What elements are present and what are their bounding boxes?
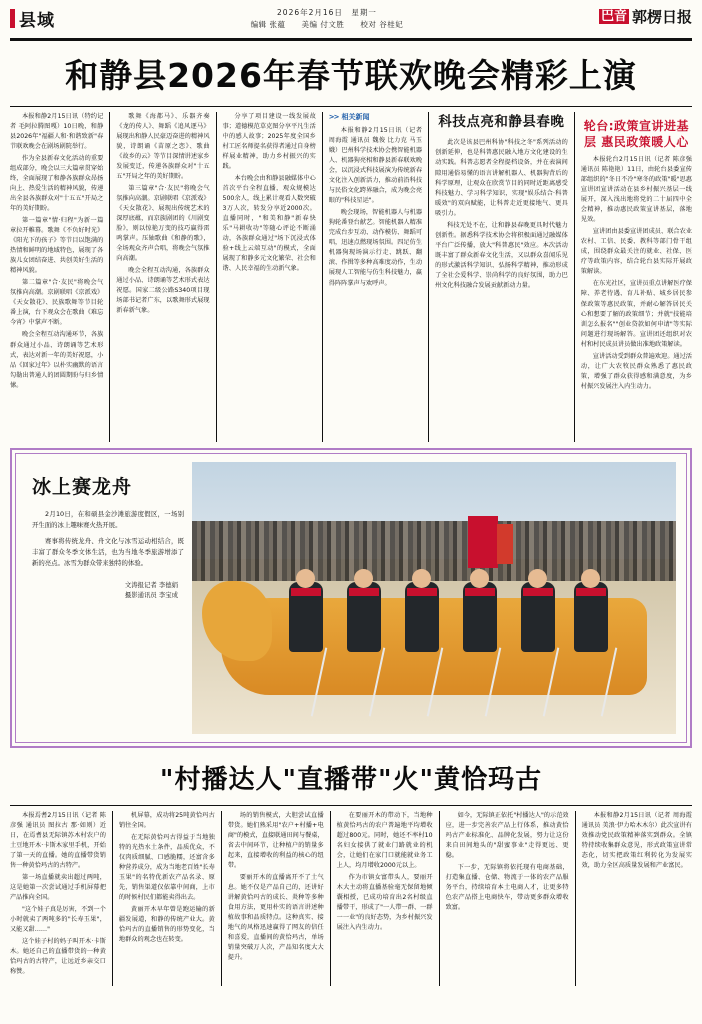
photo-feature-inner bbox=[15, 453, 687, 743]
paragraph: 场的销售模式，大胆尝试直播带货。她们熟采用"农户+村播+电商"的模式，直接联通田间与餐桌，省去中间环节，让种植户的销量多起来，直接增收的利益的核心的纽带。 bbox=[227, 811, 324, 869]
photo-rider-head bbox=[581, 569, 600, 588]
photo-rider-scarf bbox=[349, 588, 379, 596]
paragraph: "这个娃子真是厉害，不到一个小时就卖了两吨多的"长寿玉果"，又能又甜……" bbox=[10, 905, 106, 934]
photo-rider bbox=[574, 582, 608, 652]
bottom-column-5 bbox=[440, 811, 576, 986]
newspaper-logo bbox=[599, 6, 692, 27]
section-marker bbox=[10, 6, 55, 31]
photo-red-banner-2 bbox=[497, 524, 513, 564]
paragraph: 宣讲活动受到群众普遍欢迎。通过活动，让广大农牧民群众熟悉了惠民政策，增强了群众获得感和满意度，为乡村振兴发展注入内生动力。 bbox=[580, 352, 692, 390]
photo-rider-scarf bbox=[291, 588, 321, 596]
photo-credit-line-2: 摄影通讯员 李宝成 bbox=[124, 591, 178, 600]
paragraph: 作为市镇女富带头人，要丽开木大主动将直播基验毫无保留地倾囊相授，已成功培育出2名村级直播带干，形成了"一人带一群、一群一一业"的良好态势，为乡村振兴发展注入内生动力。 bbox=[336, 873, 433, 932]
feature-photograph bbox=[192, 462, 676, 734]
paragraph: 本报焉耆2月15日讯（记者 陈彦强 通讯员 图拉古 那·如则）近日，在焉耆县无际镇苏木村农户的土豆地开木·卡斯木家里手机，开始了第一天的直播。她的直播带货销售一种黄恰玛古的古特产。 bbox=[10, 811, 106, 869]
related-news-column bbox=[323, 112, 429, 442]
paragraph: 宣讲团由县委宣讲团成员、联合农业农村、工信、民委、教科等部门骨干组成，围绕群众最关注的就业、社保、医疗等政策内容，结合轮台县实际开展政策解读。 bbox=[580, 228, 692, 276]
photo-credit bbox=[32, 580, 184, 602]
paragraph: 如今，无际镇正依托"村播达人"的示范效应，进一步完善农产品上行体系，推动黄恰玛古产业标准化、品牌化发展，努力让这份来自田间地头的"甜蜜事业"走得更远、更稳。 bbox=[445, 811, 569, 859]
article-column-1 bbox=[10, 112, 110, 442]
paragraph: 赛事将传统龙舟、舟文化与冰雪运动相结合，既丰富了群众冬季文体生活，也为当地冬季旅游增添了新的亮点。冰雪为群众带来独特的体验。 bbox=[32, 536, 184, 568]
issue-info bbox=[251, 6, 404, 30]
paragraph: 第三篇章"合·友民"将晚会气氛推向高潮。京剧联唱《京派戏》《天女散花》、展现出传统艺术的深厚底蕴，而京族剧团的《川剧变脸》，则以惊艳万变的技巧赢得雷鸣掌声。压轴歌曲《和静的歌》，全场观众齐声合唱，将晚会气氛推向高潮。 bbox=[116, 184, 210, 263]
paragraph: 晚会全程互动沟通，各族群众通过小品、诗朗诵等艺术形式表达祝愿。国家二级公路S340项目现场部书记者广东，以歌舞形式展现新春新气象。 bbox=[116, 267, 210, 315]
photo-rider-head bbox=[470, 569, 489, 588]
paragraph: 2月10日，在和硕县金沙滩旅游度假区，一场别开生面的冰上趣味赛火热开展。 bbox=[32, 509, 184, 529]
section-bar-icon bbox=[10, 9, 15, 28]
article-column-2 bbox=[110, 112, 216, 442]
paragraph: 下一步，无际镇将依托现有电商基础，打造集直播、仓储、物流于一体的农产品服务平台，持续培育本土电商人才，让更多特色农产品搭上电商快车，带动更多群众增收致富。 bbox=[445, 863, 569, 911]
paragraph: 本报和静2月15日讯（记者 周海霞 通讯员 美浪·伊力哈木木尔）此次宣讲有效推动党民政策精神落实到群众。全镇特持续收集群众意见，形式政策宣讲常态化，切实把政策红利转化为发展实效，助力全区高质量发展和产业富民。 bbox=[581, 811, 692, 869]
paragraph: 作为全县新春文化活动的重要组成部分，晚会以三大篇章贯穿始终，全面展现了和静各族群众昂扬向上、热爱生活的精神风貌，传递出全县各族群众对"十五五"开局之年的美好期盼。 bbox=[10, 154, 104, 212]
photo-feature-title: 冰上赛龙舟 bbox=[32, 475, 133, 498]
photo-rider bbox=[289, 582, 323, 652]
section-label: 县域 bbox=[19, 11, 55, 31]
paragraph: 本台晚会由和静县融媒体中心首次平台全程直播，观众规模达500余人，线上累计观看人数突破3万人次，转发分享近2000次。直播同时，"和美和静"新春快乐"马耕收功"等随心评论不断涌动，各族群众通过"场下沉浸式体验+线上云端互动"的模式，全面展现了和静多元文化繁荣、社会和谐、人民幸福的生动新气象。 bbox=[222, 174, 316, 273]
paragraph: 第一篇章"情·归程"为新一篇章拉开帷幕。歌舞《不负好时光》《阳光下的孩子》等节目以饱满的热情和鲜明的地域特色，展现了各族儿女团结奋进、共创美好生活的精神风貌。 bbox=[10, 216, 104, 275]
paragraph: 本报和静2月15日讯（特约记者 毛阿拉腾图嘎）10日晚，和静县2026年"福疆人和·和谐致新"春节联欢晚会在剧场剧院举行。 bbox=[10, 112, 104, 150]
photo-rider bbox=[463, 582, 497, 652]
sidebar-article-tech bbox=[429, 112, 575, 442]
logo-square: 巴音 bbox=[600, 8, 627, 24]
photo-rider bbox=[405, 582, 439, 652]
photo-rider bbox=[521, 582, 555, 652]
photo-red-banner bbox=[468, 516, 498, 568]
photo-feature-block bbox=[10, 448, 692, 748]
photo-feature-text bbox=[22, 460, 192, 736]
issue-date: 2026年2月16日 星期一 bbox=[277, 8, 377, 17]
sidebar-title-tech: 科技点亮和静县春晚 bbox=[438, 113, 565, 130]
paragraph: 晚会现场，智能机器人与机器狗轮番登台献艺。智能机器人精准完成台步互动、动作模仿、舞蹈可唱，迅速点燃现场氛围。四足仿生机器狗现场演示行走、跳跃、翻滚、作揖等多种高难度动作，生动展现人工智能与仿生科技魅力，赢得阵阵掌声与欢呼声。 bbox=[328, 209, 423, 287]
article-column-3 bbox=[217, 112, 323, 442]
bottom-column-2 bbox=[113, 811, 222, 986]
paragraph: 黄丽开木早年曾是跑运输的新疆发展道，和静的传统产业大。黄恰玛古的直播销售的形势变化，当地群众的观念也在转变。 bbox=[118, 905, 215, 944]
photo-crowd bbox=[192, 521, 676, 581]
paragraph: 本报和静2月15日讯（记者 周海霞 通讯员 魏俊 比力克 马玉娥）巴州科学技术协会携智能机器人、机器狗亮相和静县新春联欢晚会，以沉浸式科技展演为传统新春文化注入创新活力，推动前沿科技与民俗文化跨界融合，成为晚会亮眼的"科技星运"。 bbox=[328, 126, 423, 205]
paragraph: 在要丽开木的带动下，当地种植黄恰玛古的农户普遍地平均增收超过800元。同时，她还不率村10名妇女接供了就业门路就业的机会，让她们在家门口就能就业务工上人，均月增收2000元以上。 bbox=[336, 811, 433, 869]
secondary-headline-rule bbox=[10, 805, 692, 806]
issue-staff: 编辑 张蕴 美编 付文胜 校对 谷桂妃 bbox=[250, 19, 404, 29]
masthead bbox=[10, 6, 692, 36]
paragraph: 第一场直播就卖出超过两吨，这是她第一次尝试通过手机屏幕把产品推向全国。 bbox=[10, 873, 106, 901]
secondary-headline: "村播达人"直播带"火"黄恰玛古 bbox=[159, 764, 543, 795]
headline-rule bbox=[10, 106, 692, 107]
paragraph: 在无际黄恰玛古得益于当地独特的光热水土条件，品质优众，不仅肉质细腻、口感脆糯，还富含多种营养成分，成为当地老百姓"长寿玉果"的名特优新农产品名录、原先，销售渠道仅依靠中间商，上市的时候村民们都能卖得出去。 bbox=[118, 833, 215, 901]
photo-rider-scarf bbox=[523, 588, 553, 596]
photo-rider-scarf bbox=[407, 588, 437, 596]
double-chevron-right-icon: >> bbox=[328, 112, 339, 121]
bottom-column-1 bbox=[10, 811, 113, 986]
paragraph: 此次是该县巴州科协"科技之冬"系列活动的创新延伸，也是科普惠民融入地方文化建设的生动实践。科普志愿者全程提档设备，并在表演间隙用通俗易懂的语言讲解机器人、机器狗背后的科学原理，让观众在欣赏节目的同时近距离感受科技魅力、学习科学知识，实现"娱乐结合·科普暖效"的双向赋能，让科普走近更接地气、更具吸引力。 bbox=[435, 139, 568, 217]
bottom-column-3 bbox=[222, 811, 331, 986]
photo-rider-scarf bbox=[465, 588, 495, 596]
bottom-article-area bbox=[10, 811, 692, 986]
photo-rider-scarf bbox=[576, 588, 606, 596]
paragraph: 科技无处不在，让和静县春晚更具时代魅力创新性。据悉科学技术协会将积极面通过融媒体平台广泛传播，放大"科普惠民"效应。本次活动既丰富了群众新春文化生活，又以群众喜闻乐见的形式激活科学知识、弘扬科学精神，推动形成了全社会爱科学、崇尚科学的良好氛围，助力巴州文化科技融合发展贡献新动力量。 bbox=[435, 221, 568, 290]
bottom-column-4 bbox=[331, 811, 440, 986]
sidebar-article-policy bbox=[575, 112, 692, 442]
paragraph: 要丽开木的直播离开不了土气息。她不仅是产品自己的，还讲好讲解黄恰玛古的成长、炎种等多种食用方法，更用朴实的语言讲述种植故事和品质特点。这种真实、接地气的风格迅速赢得了网友的信任和喜爱，直播间的黄恰玛古，单场销量突破万人次，产品知名度大大提升。 bbox=[227, 873, 324, 962]
photo-rider-head bbox=[528, 569, 547, 588]
related-news-tag bbox=[329, 112, 422, 123]
page-headline: 和静县2026年春节联欢晚会精彩上演 bbox=[65, 55, 637, 95]
photo-rider-head bbox=[412, 569, 431, 588]
paragraph: 这个娃子村的妈子叫开木·卡斯木。她还自己的直播带货的一种黄恰玛古的古特产，让远近乡亲交口称赞。 bbox=[10, 938, 106, 976]
photo-rider-head bbox=[354, 569, 373, 588]
paragraph: 歌舞《海都马》、乐器齐奏《龙的传人》、舞蹈《追风逐马》展现出和静人民豪迈奋进的精神风貌，诗朗诵《苗原之恋》、歌曲《故乡的云》等节目深情讲述家乡发展变迁，传递各族群众对"十五五"开局之年的美好期盼。 bbox=[116, 112, 210, 180]
sidebar-title-policy: 轮台:政策宣讲进基层 惠民政策暖人心 bbox=[583, 118, 690, 149]
paragraph: 晚会全程互动沟通环节，各族群众通过小品、诗朗诵等艺术形式，表达对新一年的美好祝愿，小品《回家过年》以朴实幽默的语言勾勒出普通人的团圆期盼与归乡情愫。 bbox=[10, 331, 104, 389]
related-news-label: 相关新闻 bbox=[341, 112, 370, 121]
paragraph: 第二篇章"合·友民"将晚会气氛推向高潮。京剧联唱《京派戏》《天女散花》、民族歌舞等节目轮番上演，台下观众会在歌曲《难忘今宵》中掌声不断。 bbox=[10, 279, 104, 327]
paragraph: 分享了项目建设一线发展故事；道德模范草克图分享平凡生活中的感人故事；2025年度全国乡村工匠名师提名获得者通过自身榜样展业精神，助力乡村振兴的实践。 bbox=[222, 112, 316, 170]
paragraph: 本报轮台2月15日讯（记者 陈彦强 通讯员 陈艳艳）11日，由轮台县委宣传部组织的"冬日不冷"寒冬的政策"暖"思惠宣讲团宣讲活动在县乡村振兴基层一线展开，深入浅出地将党的二十届四中全会精神，推动惠民政策宣讲基层，落地见效。 bbox=[580, 155, 692, 224]
photo-feature-body bbox=[32, 509, 184, 570]
logo-text: 郭楞日报 bbox=[631, 8, 692, 26]
paragraph: 在东光社区，宣讲员重点讲解医疗保障、养老待遇、育儿补贴、城乡居民参保政策等惠民政策，并耐心解答居民关心和想要了解的政策细节；并就"技能培训怎么报名""创业贷款如何申请"等实际问题进行现场解答。宣讲团还组织对农村和村民成员讲员做出准地政策解读。 bbox=[580, 280, 692, 348]
top-article-area bbox=[10, 112, 692, 442]
photo-rider-head bbox=[296, 569, 315, 588]
paragraph: 机屏幕，成功将25吨黄恰玛古销往全国。 bbox=[118, 811, 215, 829]
photo-credit-line-1: 文涛报记者 李德娟 bbox=[124, 580, 178, 589]
photo-rider bbox=[347, 582, 381, 652]
bottom-column-6 bbox=[576, 811, 692, 986]
